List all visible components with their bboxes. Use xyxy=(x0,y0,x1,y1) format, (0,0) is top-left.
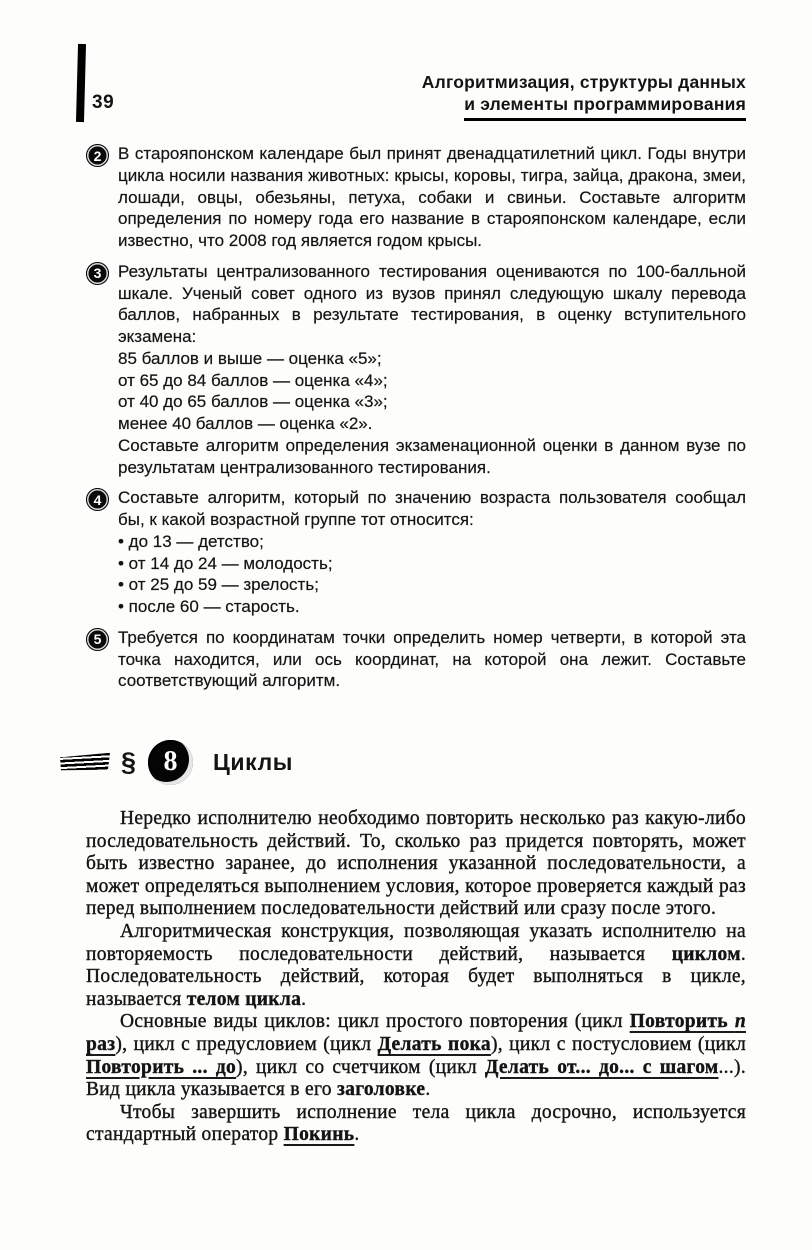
text-segment: ), цикл со счетчиком (цикл xyxy=(236,1056,485,1078)
text-segment: . xyxy=(425,1079,431,1101)
text-segment: Составьте алгоритм, который по значению возраста пользователя сообщал бы, к какой возрастной группе тот относится: xyxy=(118,488,746,529)
exercise-number-badge: 5 xyxy=(86,628,109,651)
text-segment: Делать от... до... с шагом xyxy=(484,1056,719,1078)
text-block xyxy=(118,531,746,553)
exercise-text xyxy=(118,627,746,692)
text-segment: Результаты централизованного тестирования оцениваются по 100-балльной шкале. Ученый совет одного из вузов принял следующую шкалу перевода баллов, набранных в результате тестирования, в оценку вступительного экзамена: xyxy=(118,261,746,346)
running-head-line2: и элементы программирования xyxy=(464,94,746,121)
exercise-number-badge: 2 xyxy=(86,144,109,167)
page-edge-mark xyxy=(76,44,86,122)
text-segment: циклом xyxy=(671,943,741,965)
text-segment: ), цикл с предусловием (цикл xyxy=(115,1033,378,1055)
exercise-item xyxy=(86,627,746,692)
text-segment: n xyxy=(734,1011,746,1033)
section-number-badge: 8 xyxy=(148,740,193,785)
text-block xyxy=(118,413,746,435)
text-segment: телом цикла xyxy=(186,988,302,1010)
text-segment: 85 баллов и выше — оценка «5»; xyxy=(118,348,382,368)
exercise-item xyxy=(86,261,746,479)
section-body xyxy=(86,808,746,1147)
text-block xyxy=(86,921,746,1011)
text-block xyxy=(86,1011,746,1101)
text-segment: Чтобы завершить исполнение тела цикла досрочно, используется стандартный оператор xyxy=(86,1101,746,1146)
text-segment: от 65 до 84 баллов — оценка «4»; xyxy=(118,370,388,390)
text-segment: раз xyxy=(86,1033,116,1055)
section-title: Циклы xyxy=(213,748,294,775)
text-block xyxy=(118,487,746,531)
text-block xyxy=(118,596,746,618)
text-segment: Алгоритмическая конструкция, позволяющая указать исполнителю на повторяемость последовательности действий, называется xyxy=(86,920,746,965)
text-block xyxy=(118,435,746,479)
page-number: 39 xyxy=(92,92,115,113)
text-segment: Составьте алгоритм определения экзаменационной оценки в данном вузе по результатам централизованного тестирования. xyxy=(118,435,746,477)
text-segment: • от 14 до 24 — молодость; xyxy=(118,553,333,573)
text-block xyxy=(118,261,746,348)
running-head-line1: Алгоритмизация, структуры данных xyxy=(421,72,746,92)
text-segment: . xyxy=(301,988,307,1010)
text-segment: Повторить xyxy=(629,1011,735,1033)
text-segment: . Последовательность действий, которая будет выполняться в цикле, называется xyxy=(86,943,746,1010)
exercise-item xyxy=(86,143,746,252)
text-segment: от 40 до 65 баллов — оценка «3»; xyxy=(118,392,388,412)
text-segment: Требуется по координатам точки определить номер четверти, в которой эта точка находится, или ось координат, на которой она лежит. Составьте соответствующий алгоритм. xyxy=(118,627,746,691)
chapter-running-head xyxy=(422,72,746,121)
text-block xyxy=(86,1102,746,1147)
exercise-text xyxy=(118,487,746,618)
text-segment: • после 60 — старость. xyxy=(118,597,300,616)
text-block xyxy=(118,574,746,596)
striped-flag-icon xyxy=(60,752,110,772)
exercise-number-badge: 3 xyxy=(86,262,109,285)
text-segment: В старояпонском календаре был принят двенадцатилетний цикл. Годы внутри цикла носили названия животных: крысы, коровы, тигра, зайца, дракона, змеи, лошади, овцы, обезьяны, петуха, собаки и свиньи. Составьте алгоритм определения по номеру года его название в старояпонском календаре, если известно, что 2008 год является годом крысы. xyxy=(118,144,746,250)
text-segment: • от 25 до 59 — зрелость; xyxy=(118,575,319,595)
paragraph-sign: § xyxy=(121,746,137,777)
exercise-text xyxy=(118,143,746,252)
text-segment: заголовке xyxy=(337,1079,426,1101)
exercise-number-badge: 4 xyxy=(86,488,109,511)
text-segment: ), цикл с постусловием (цикл xyxy=(490,1033,746,1055)
page-content xyxy=(86,143,746,1147)
text-block xyxy=(86,808,746,921)
text-block xyxy=(118,627,746,692)
text-block xyxy=(118,391,746,413)
text-segment: Покинь xyxy=(283,1124,355,1146)
text-segment: Нередко исполнителю необходимо повторить несколько раз какую-либо последовательность действий. То, сколько раз придется повторять, может быть известно заранее, до исполнения указанной последовательности, а может определяться выполнением условия, которое проверяется каждый раз перед выполнением последовательности действий или сразу после этого. xyxy=(86,808,746,920)
text-segment: . xyxy=(354,1124,360,1146)
text-segment: Делать пока xyxy=(377,1033,491,1055)
text-segment: Основные виды циклов: цикл простого повторения (цикл xyxy=(120,1011,630,1033)
text-segment: менее 40 баллов — оценка «2». xyxy=(118,414,373,433)
text-block xyxy=(118,143,746,252)
section-heading xyxy=(60,738,746,786)
text-block xyxy=(118,348,746,370)
text-block xyxy=(118,553,746,575)
exercise-item xyxy=(86,487,746,618)
text-block xyxy=(118,370,746,392)
text-segment: • до 13 — детство; xyxy=(118,531,264,551)
text-segment: Повторить ... до xyxy=(86,1056,237,1078)
exercise-text xyxy=(118,261,746,479)
text-segment: ...). Вид цикла указывается в его xyxy=(86,1056,746,1101)
